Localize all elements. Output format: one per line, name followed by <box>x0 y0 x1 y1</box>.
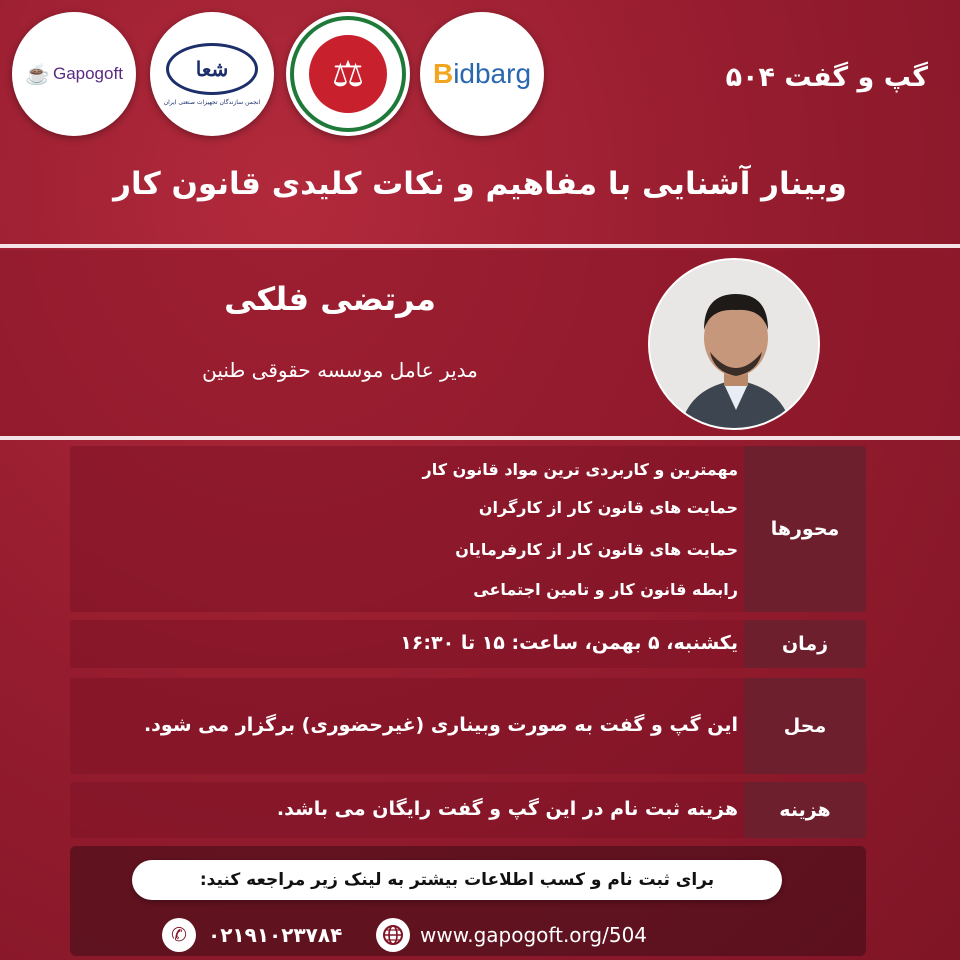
gapogoft-logo-text: Gapogoft <box>52 64 123 83</box>
divider-bottom <box>0 436 960 440</box>
topics-label: محورها <box>744 446 866 612</box>
phone-number: ۰۲۱۹۱۰۲۳۷۸۴ <box>208 923 343 947</box>
webinar-title: وبینار آشنایی با مفاهیم و نکات کلیدی قانون کار <box>113 166 847 202</box>
shoa-logo-mark: شعا <box>166 43 258 95</box>
coffee-cup-icon: ☕ <box>25 63 50 86</box>
bidbarg-logo-text: idbarg <box>453 58 532 89</box>
justice-logo <box>286 12 410 136</box>
cost-value: هزینه ثبت نام در این گپ و گفت رایگان می باشد. <box>276 798 738 820</box>
registration-prompt: برای ثبت نام و کسب اطلاعات بیشتر به لینک زیر مراجعه کنید: <box>132 860 782 900</box>
cost-label: هزینه <box>744 782 866 838</box>
time-value: یکشنبه، ۵ بهمن، ساعت: ۱۵ تا ۱۶:۳۰ <box>400 632 738 654</box>
bidbarg-logo-initial: B <box>432 58 454 89</box>
topic-item: مهمترین و کاربردی ترین مواد قانون کار <box>422 460 738 479</box>
speaker-role: مدیر عامل موسسه حقوقی طنین <box>202 358 478 382</box>
phone-contact[interactable] <box>162 918 342 952</box>
website-link[interactable] <box>376 918 647 952</box>
place-label: محل <box>744 678 866 774</box>
scales-of-justice-icon: ⚖ <box>309 35 387 113</box>
topic-item: رابطه قانون کار و تامین اجتماعی <box>473 580 738 599</box>
episode-title: گپ و گفت ۵۰۴ <box>725 62 928 93</box>
time-label: زمان <box>744 620 866 668</box>
globe-icon <box>376 918 410 952</box>
divider-top <box>0 244 960 248</box>
shoa-logo-subtitle: انجمن سازندگان تجهیزات صنعتی ایران <box>163 98 261 106</box>
topic-item: حمایت های قانون کار از کارگران <box>478 498 738 517</box>
speaker-photo <box>648 258 820 430</box>
speaker-name: مرتضی فلکی <box>224 280 436 318</box>
gapogoft-logo <box>12 12 136 136</box>
topic-item: حمایت های قانون کار از کارفرمایان <box>455 540 738 559</box>
place-value: این گپ و گفت به صورت وبیناری (غیرحضوری) برگزار می شود. <box>143 714 738 736</box>
bidbarg-logo <box>420 12 544 136</box>
website-url: www.gapogoft.org/504 <box>420 923 648 947</box>
shoa-logo <box>150 12 274 136</box>
phone-icon: ✆ <box>162 918 196 952</box>
